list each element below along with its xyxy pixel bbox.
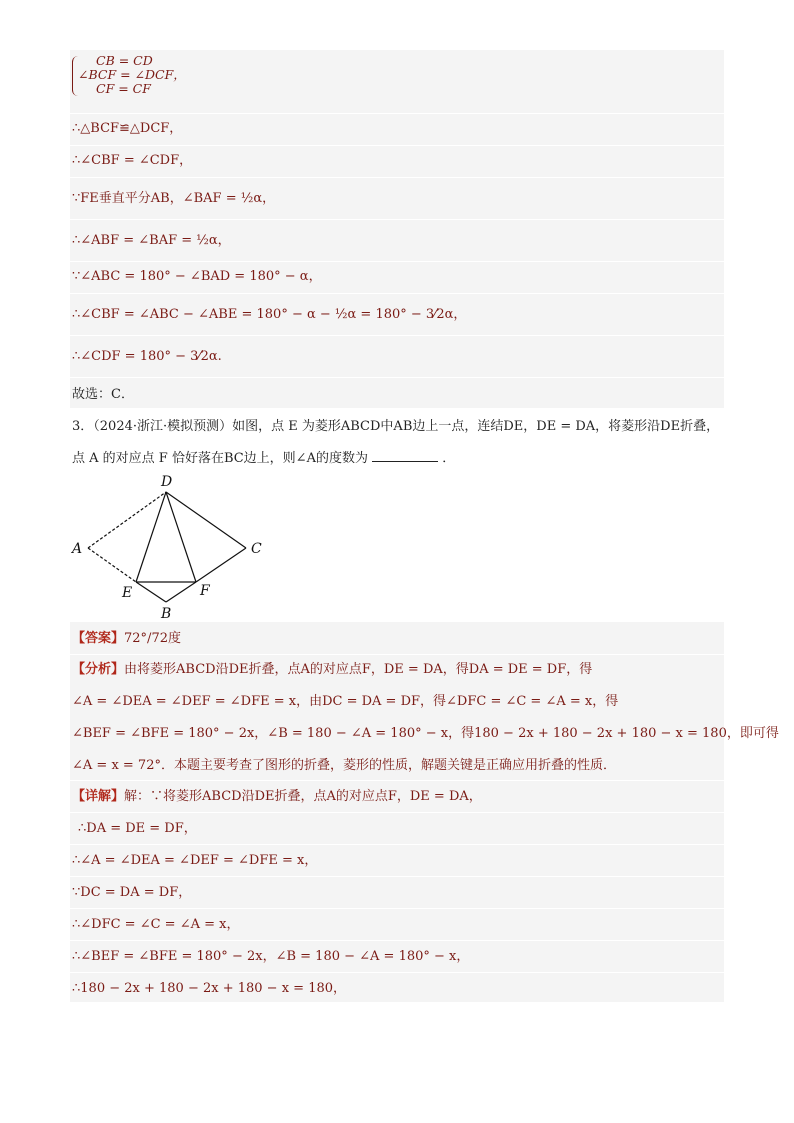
solution-line: ∴∠CDF = 180° − 3⁄2α. bbox=[72, 349, 222, 364]
question-end: ． bbox=[442, 451, 456, 466]
row-divider bbox=[70, 261, 724, 262]
row-divider bbox=[70, 145, 724, 146]
solution-line: ∴△BCF≌△DCF， bbox=[72, 121, 183, 136]
system-line: CF = CF bbox=[96, 81, 151, 96]
solution-line: ∴∠ABF = ∠BAF = ½α， bbox=[72, 233, 231, 248]
row-divider bbox=[70, 335, 724, 336]
edge-DC bbox=[166, 492, 246, 548]
equation-system bbox=[72, 54, 186, 96]
detail-line: ∴∠DFC = ∠C = ∠A = x， bbox=[72, 917, 240, 932]
analysis-text: 由将菱形ABCD沿DE折叠，点A的对应点F，DE = DA，得DA = DE = DF，得 bbox=[124, 662, 593, 677]
label-B: B bbox=[161, 606, 172, 622]
row-divider bbox=[70, 293, 724, 294]
detail-line-1 bbox=[72, 788, 482, 806]
solution-line: ∵FE垂直平分AB，∠BAF = ½α， bbox=[72, 191, 276, 206]
edge-CF bbox=[196, 548, 246, 582]
row-divider bbox=[70, 844, 724, 845]
row-divider bbox=[70, 113, 724, 114]
answer-tag: 【答案】 bbox=[72, 631, 125, 646]
analysis-tag: 【分析】 bbox=[72, 662, 125, 677]
answer-blank bbox=[372, 449, 438, 462]
question-line-1: 3．（2024·浙江·模拟预测）如图，点 E 为菱形ABCD中AB边上一点，连结DE，DE = DA，将菱形沿DE折叠， bbox=[72, 419, 720, 434]
edge-DE bbox=[136, 492, 166, 582]
detail-tag: 【详解】 bbox=[72, 789, 125, 804]
edge-BE bbox=[136, 582, 166, 602]
answer-line bbox=[72, 630, 181, 648]
detail-text: 解：∵将菱形ABCD沿DE折叠，点A的对应点F，DE = DA， bbox=[124, 789, 482, 804]
label-D: D bbox=[161, 474, 173, 490]
rhombus-figure bbox=[70, 472, 270, 622]
question-text: 点 A 的对应点 F 恰好落在BC边上，则∠A的度数为 bbox=[72, 451, 368, 466]
edge-AE bbox=[88, 548, 136, 582]
edge-AD bbox=[88, 492, 166, 548]
row-divider bbox=[70, 812, 724, 813]
row-divider bbox=[70, 177, 724, 178]
analysis-line-1 bbox=[72, 661, 592, 679]
edge-DF bbox=[166, 492, 196, 582]
row-divider bbox=[70, 908, 724, 909]
row-divider bbox=[70, 876, 724, 877]
row-divider bbox=[70, 654, 724, 655]
row-divider bbox=[70, 377, 724, 378]
detail-line: ∴DA = DE = DF， bbox=[78, 821, 197, 836]
detail-line: ∵DC = DA = DF， bbox=[72, 885, 192, 900]
row-divider bbox=[70, 219, 724, 220]
answer-text: 72°/72度 bbox=[124, 631, 181, 646]
solution-line: ∵∠ABC = 180° − ∠BAD = 180° − α， bbox=[72, 269, 322, 284]
brace bbox=[72, 56, 79, 96]
row-divider bbox=[70, 940, 724, 941]
analysis-line-3: ∠BEF = ∠BFE = 180° − 2x，∠B = 180 − ∠A = 180° − x，得180 − 2x + 180 − 2x + 180 − x = 180，即可得 bbox=[72, 726, 779, 741]
detail-line: ∴∠BEF = ∠BFE = 180° − 2x，∠B = 180 − ∠A = 180° − x， bbox=[72, 949, 470, 964]
row-divider bbox=[70, 972, 724, 973]
system-line: CB = CD bbox=[96, 53, 153, 68]
solution-line: ∴∠CBF = ∠CDF， bbox=[72, 153, 193, 168]
edge-FB bbox=[166, 582, 196, 602]
row-divider bbox=[70, 780, 724, 781]
analysis-line-2: ∠A = ∠DEA = ∠DEF = ∠DFE = x，由DC = DA = DF，得∠DFC = ∠C = ∠A = x，得 bbox=[72, 694, 619, 709]
detail-line: ∴∠A = ∠DEA = ∠DEF = ∠DFE = x， bbox=[72, 853, 318, 868]
label-A: A bbox=[72, 541, 83, 557]
system-line: ∠BCF = ∠DCF， bbox=[78, 67, 186, 82]
detail-line: ∴180 − 2x + 180 − 2x + 180 − x = 180， bbox=[72, 981, 347, 996]
choice-line: 故选：C． bbox=[72, 387, 134, 402]
question-line-2 bbox=[72, 449, 455, 468]
label-C: C bbox=[251, 541, 262, 557]
analysis-line-4: ∠A = x = 72°．本题主要考查了图形的折叠，菱形的性质，解题关键是正确应用折叠的性质． bbox=[72, 758, 616, 773]
label-E: E bbox=[122, 585, 133, 601]
solution-line: ∴∠CBF = ∠ABC − ∠ABE = 180° − α − ½α = 180° − 3⁄2α， bbox=[72, 307, 467, 322]
label-F: F bbox=[200, 583, 210, 599]
